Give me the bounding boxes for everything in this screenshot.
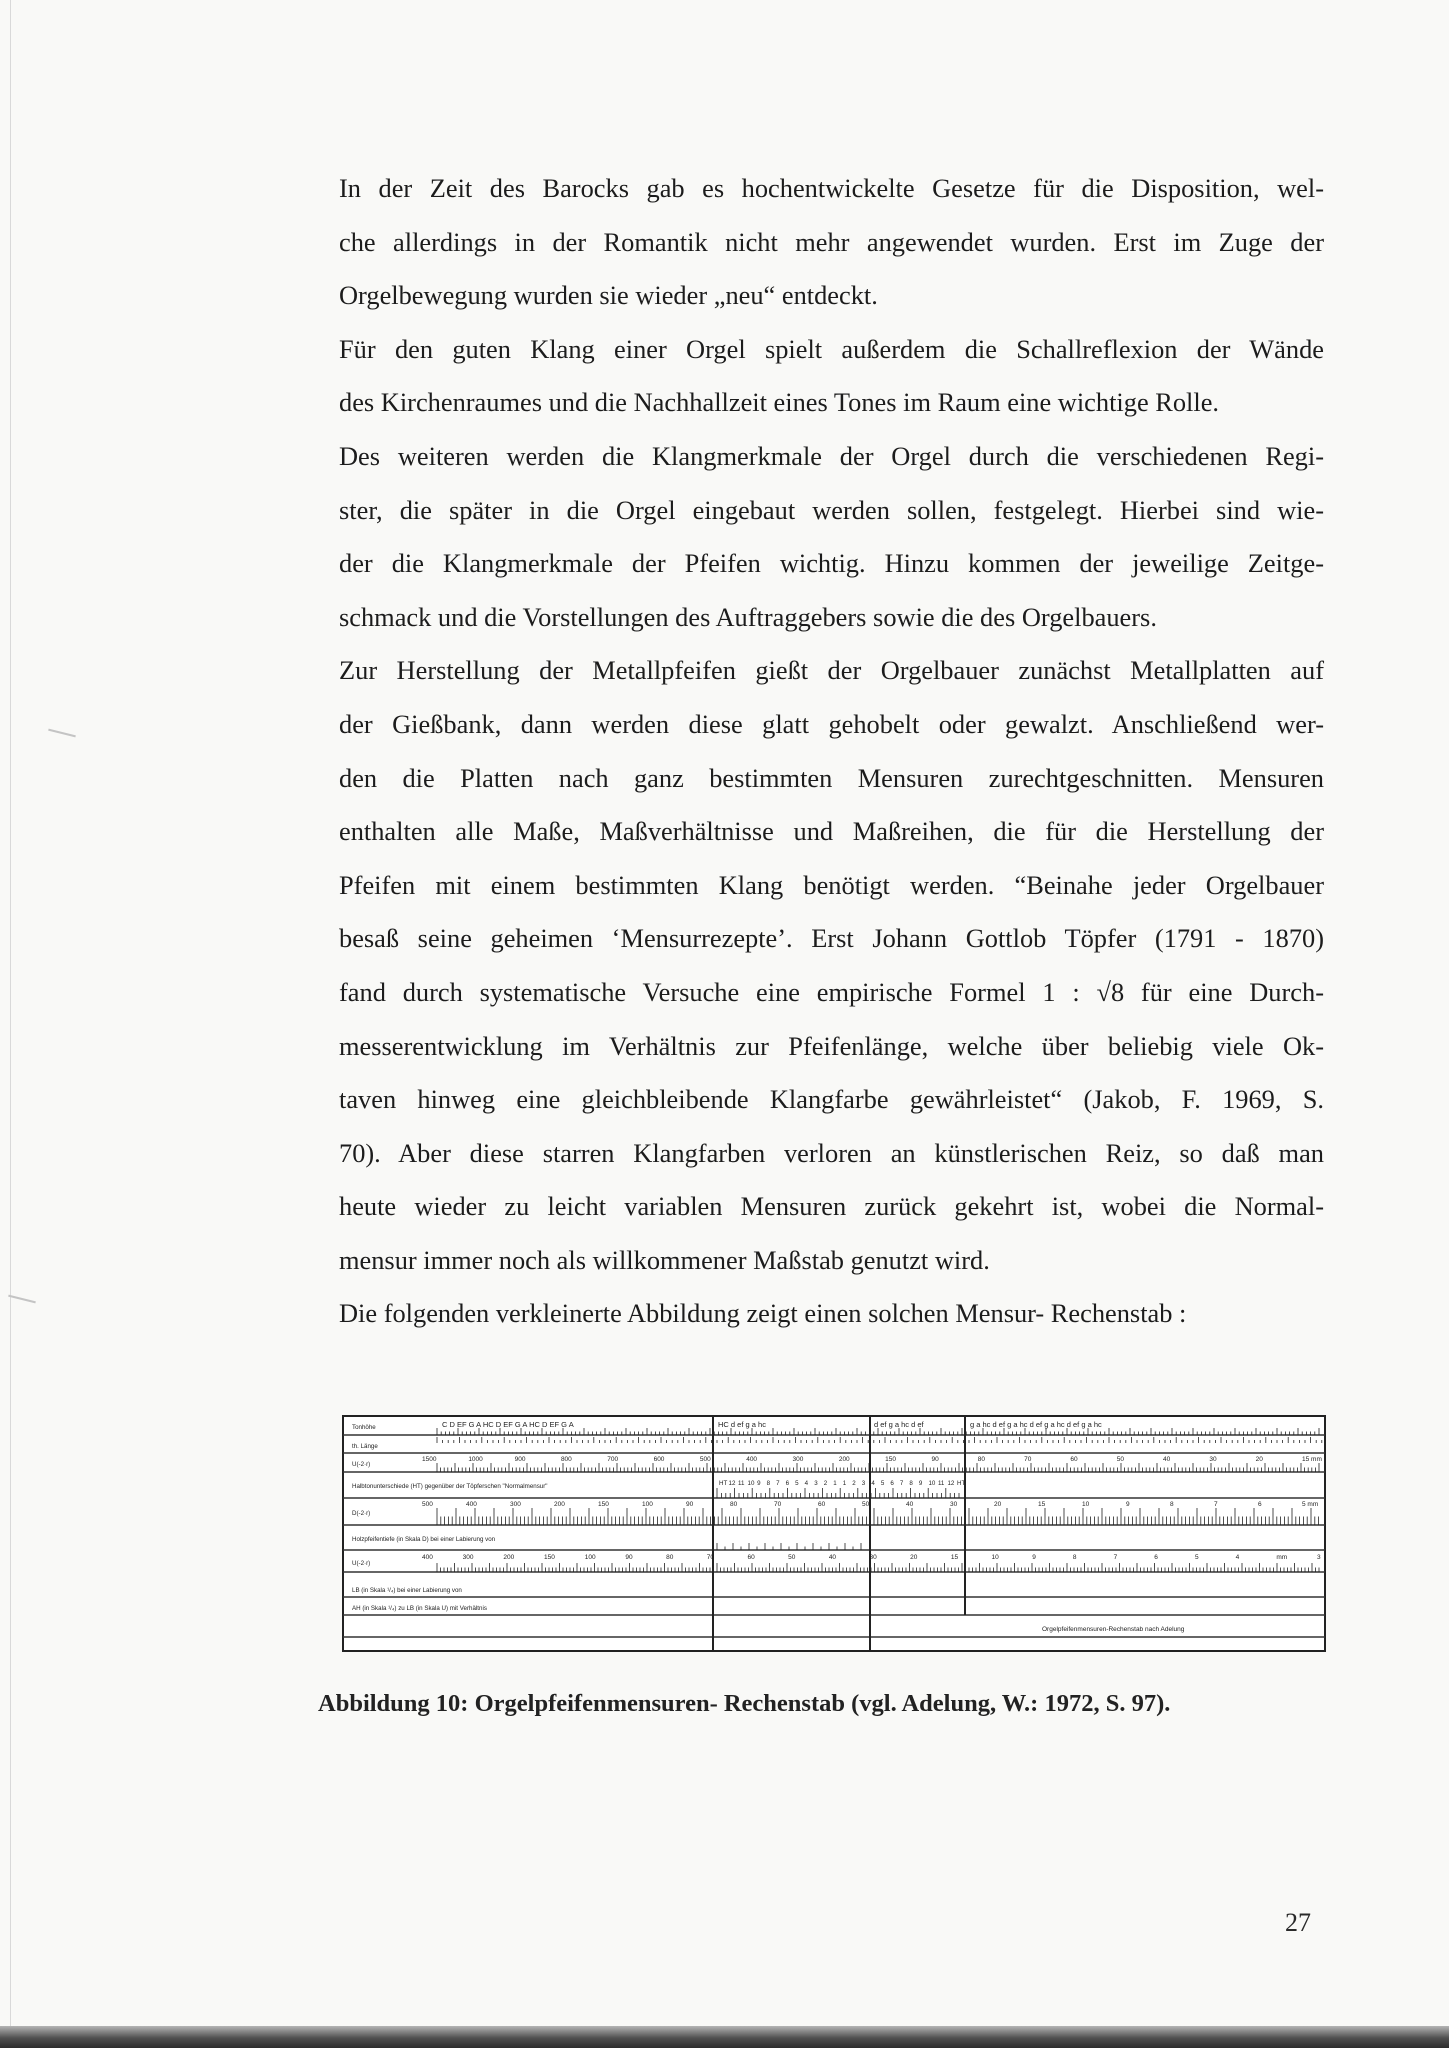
scale-number: 60 [818, 1501, 826, 1508]
scale-number: 80 [666, 1554, 674, 1561]
scale-number: 8 [1170, 1501, 1174, 1508]
text-line: Pfeifen mit einem bestimmten Klang benötigt werden. “Beinahe jeder Orgelbauer [339, 869, 1324, 900]
scale-number: 8 [1072, 1554, 1077, 1561]
scale-number: 50 [862, 1501, 870, 1508]
scale-number: 5 [795, 1480, 799, 1487]
scale-number: 7 [1113, 1554, 1118, 1561]
scale-number: 400 [422, 1554, 433, 1561]
text-line: messerentwicklung im Verhältnis zur Pfeifenlänge, welche über beliebig viele Ok- [339, 1030, 1324, 1061]
ruler-row-label: D(-2·r) [352, 1510, 371, 1517]
text-line: schmack und die Vorstellungen des Auftraggebers sowie die des Orgelbauers. [339, 601, 1157, 632]
scale-number: 60 [1070, 1456, 1078, 1463]
rechenstab-image [342, 1415, 1326, 1652]
scale-number: 80 [730, 1501, 738, 1508]
scale-number: 7 [1214, 1501, 1218, 1508]
text-line: 70). Aber diese starren Klangfarben verloren an künstlerischen Reiz, so daß man [339, 1137, 1324, 1168]
figure-caption: Abbildung 10: Orgelpfeifenmensuren- Rechenstab (vgl. Adelung, W.: 1972, S. 97). [318, 1690, 1171, 1717]
text-line: mensur immer noch als willkommener Maßstab genutzt wird. [339, 1244, 990, 1275]
scale-number: 30 [869, 1554, 877, 1561]
scale-number: 400 [746, 1456, 758, 1463]
scale-number: 200 [503, 1554, 515, 1561]
text-line: heute wieder zu leicht variablen Mensuren zurück gekehrt ist, wobei die Normal- [339, 1191, 1324, 1222]
scale-number: 90 [686, 1501, 694, 1508]
scale-number: 60 [747, 1554, 755, 1561]
scale-number: 6 [890, 1480, 894, 1487]
scale-number: 6 [785, 1480, 790, 1487]
scan-bottom-edge [0, 2026, 1449, 2048]
ruler-row-label: U(-2·r) [352, 1560, 371, 1567]
text-line: Zur Herstellung der Metallpfeifen gießt der Orgelbauer zunächst Metallplatten auf [339, 655, 1324, 686]
ruler-footer-note: Orgelpfeifenmensuren-Rechenstab nach Adelung [1042, 1626, 1185, 1633]
ruler-row-label: LB (in Skala ¹/₄) bei einer Labierung von [352, 1587, 462, 1594]
scan-mark [48, 729, 76, 738]
text-line: Orgelbewegung wurden sie wieder „neu“ entdeckt. [339, 280, 878, 311]
scale-number: 15 [950, 1554, 959, 1561]
scale-number: mm [1276, 1554, 1288, 1561]
scale-number: 100 [642, 1501, 653, 1508]
scale-number: 10 [747, 1480, 755, 1487]
scan-mark [8, 1295, 36, 1304]
scale-number: 6 [1154, 1554, 1158, 1561]
scale-number: 9 [1032, 1554, 1036, 1561]
scale-number: 4 [1235, 1554, 1240, 1561]
scale-number: 12 [947, 1480, 955, 1487]
scale-number: 7 [899, 1480, 904, 1487]
ruler-row-label: AH (in Skala ¹/₄) zu LB (in Skala U) mit Verhältnis [352, 1605, 487, 1612]
scale-number: 200 [838, 1456, 850, 1463]
scale-number: 10 [1082, 1501, 1090, 1508]
ruler-row-label: th. Länge [352, 1443, 378, 1450]
text-line: fand durch systematische Versuche eine empirische Formel 1 : √8 für eine Durch- [339, 976, 1324, 1007]
scale-number: 6 [1258, 1501, 1262, 1508]
text-line: den die Platten nach ganz bestimmten Mensuren zurechtgeschnitten. Mensuren [339, 762, 1324, 793]
body-text [339, 162, 1324, 1341]
scale-number: 40 [828, 1554, 837, 1561]
scale-number: 15 [1038, 1501, 1046, 1508]
text-line: der die Klangmerkmale der Pfeifen wichtig. Hinzu kommen der jeweilige Zeitge- [339, 548, 1324, 579]
scale-number: 30 [950, 1501, 958, 1508]
scale-number: 11 [738, 1480, 745, 1487]
ruler-row-label: Halbtonunterschiede (HT) gegenüber der Töpferschen "Normalmensur" [352, 1483, 548, 1490]
scale-number: 300 [510, 1501, 521, 1508]
text-line: taven hinweg eine gleichbleibende Klangfarbe gewährleistet“ (Jakob, F. 1969, S. [339, 1084, 1324, 1115]
text-line: In der Zeit des Barocks gab es hochentwickelte Gesetze für die Disposition, wel- [339, 173, 1324, 203]
scale-number: 3 [814, 1480, 818, 1487]
scale-number: 8 [766, 1480, 771, 1487]
scale-number: 500 [422, 1501, 433, 1508]
scale-number: 4 [871, 1480, 875, 1487]
note-label: d ef g a hc d ef [874, 1420, 924, 1429]
scale-number: 70 [706, 1554, 715, 1561]
scale-number: 80 [977, 1456, 986, 1463]
scale-number: 40 [906, 1501, 914, 1508]
scale-number: 4 [804, 1480, 809, 1487]
text-line: ster, die später in die Orgel eingebaut werden sollen, festgelegt. Hierbei sind wie- [339, 494, 1324, 525]
scale-number: 2 [852, 1480, 856, 1487]
scale-number: 100 [584, 1554, 596, 1561]
scale-number: 70 [774, 1501, 782, 1508]
scale-number: 90 [931, 1456, 939, 1463]
scale-number: 15 mm [1302, 1456, 1322, 1463]
scale-number: 2 [823, 1480, 828, 1487]
scale-number: 3 [1317, 1554, 1321, 1561]
scale-number: 200 [554, 1501, 565, 1508]
note-label: HC d ef g a hc [718, 1420, 766, 1429]
scale-number: 1 [833, 1480, 837, 1487]
scale-number: 5 [1194, 1554, 1199, 1561]
scale-number: 800 [560, 1456, 572, 1463]
page-number: 27 [1285, 1908, 1311, 1937]
figure-rechenstab [342, 1415, 1326, 1652]
scale-number: 3 [861, 1480, 866, 1487]
text-line: Des weiteren werden die Klangmerkmale der Orgel durch die verschiedenen Regi- [339, 440, 1324, 471]
scale-number: 1000 [468, 1456, 483, 1463]
scale-number: 30 [1209, 1456, 1217, 1463]
text-line: enthalten alle Maße, Maßverhältnisse und Maßreihen, die für die Herstellung der [339, 816, 1324, 847]
scale-number: 7 [776, 1480, 780, 1487]
ruler-row-label: Holzpfeifentiefe (in Skala D) bei einer Labierung von [352, 1536, 496, 1543]
scale-number: 150 [544, 1554, 555, 1561]
scale-number: 12 [728, 1480, 736, 1487]
scale-number: 70 [1024, 1456, 1032, 1463]
scale-number: 10 [928, 1480, 936, 1487]
scale-number: 500 [699, 1456, 711, 1463]
scale-number: 300 [792, 1456, 804, 1463]
text-line: che allerdings in der Romantik nicht mehr angewendet wurden. Erst im Zuge der [339, 226, 1324, 257]
scale-number: HT [719, 1480, 728, 1487]
scale-number: 700 [607, 1456, 619, 1463]
scale-number: 1 [842, 1480, 847, 1487]
ruler-frame [343, 1416, 1325, 1651]
scale-number: 300 [462, 1554, 474, 1561]
scale-number: 20 [910, 1554, 918, 1561]
scale-number: 8 [909, 1480, 913, 1487]
scale-number: 150 [885, 1456, 897, 1463]
scale-number: 5 mm [1302, 1501, 1319, 1508]
note-label: g a hc d ef g a hc d ef g a hc d ef g a hc [970, 1420, 1102, 1429]
text-line: der Gießbank, dann werden diese glatt gehobelt oder gewalzt. Anschließend wer- [339, 708, 1324, 739]
scale-number: 9 [1126, 1501, 1130, 1508]
scale-number: 9 [918, 1480, 923, 1487]
scale-number: 11 [937, 1480, 945, 1487]
scale-number: 10 [991, 1554, 999, 1561]
note-label: C D EF G A HC D EF G A HC D EF G A [442, 1420, 574, 1429]
scale-number: 20 [1255, 1456, 1263, 1463]
ruler-row-label: U(-2·r) [352, 1461, 371, 1468]
scale-number: 9 [757, 1480, 761, 1487]
scale-number: 150 [598, 1501, 609, 1508]
text-line: Für den guten Klang einer Orgel spielt außerdem die Schallreflexion der Wände [339, 333, 1324, 364]
scale-number: 50 [788, 1554, 796, 1561]
scale-number: HT [957, 1480, 966, 1487]
text-line: des Kirchenraumes und die Nachhallzeit eines Tones im Raum eine wichtige Rolle. [339, 387, 1220, 418]
ruler-row-label: Tonhöhe [352, 1424, 376, 1431]
scale-number: 900 [514, 1456, 526, 1463]
scale-number: 40 [1163, 1456, 1171, 1463]
scale-number: 600 [653, 1456, 665, 1463]
scale-number: 20 [994, 1501, 1002, 1508]
text-line: Die folgenden verkleinerte Abbildung zeigt einen solchen Mensur- Rechenstab : [339, 1298, 1187, 1329]
text-line: besaß seine geheimen ‘Mensurrezepte’. Erst Johann Gottlob Töpfer (1791 - 1870) [339, 923, 1324, 954]
scale-number: 1500 [422, 1456, 437, 1463]
scale-number: 90 [625, 1554, 633, 1561]
scale-number: 5 [880, 1480, 885, 1487]
scale-number: 50 [1116, 1456, 1124, 1463]
scan-binding-edge [10, 0, 11, 2048]
scale-number: 400 [466, 1501, 477, 1508]
